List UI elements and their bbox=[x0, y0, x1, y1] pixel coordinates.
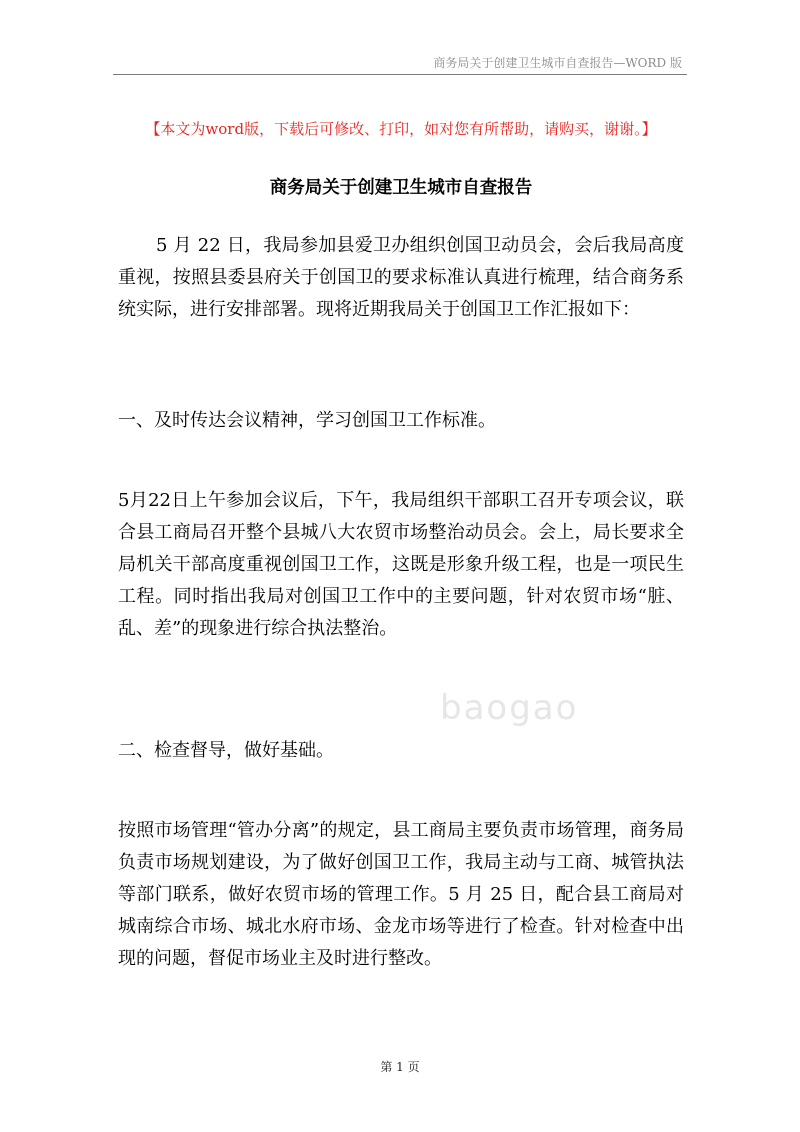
section-2-heading: 二、检查督导，做好基础。 bbox=[118, 740, 334, 761]
header-divider bbox=[113, 74, 687, 75]
page-number: 第 1 页 bbox=[380, 1060, 420, 1074]
watermark: baogao bbox=[440, 688, 579, 728]
section-1-paragraph: 5月22日上午参加会议后，下午，我局组织干部职工召开专项会议，联合县工商局召开整个县城八大农贸市场整治动员会。会上，局长要求全局机关干部高度重视创国卫工作，这既是形象升级工程，也是一项民生工程。同时指出我局对创国卫工作中的主要问题，针对农贸市场“脏、乱、差”的现象进行综合执法整治。 bbox=[118, 490, 684, 639]
document-title: 商务局关于创建卫生城市自查报告 bbox=[269, 178, 533, 198]
intro-paragraph: 5 月 22 日，我局参加县爱卫办组织创国卫动员会，会后我局高度重视，按照县委县府关于创国卫的要求标准认真进行梳理，结合商务系统实际，进行安排部署。现将近期我局关于创国卫工作汇报如下： bbox=[118, 235, 684, 320]
running-header: 商务局关于创建卫生城市自查报告—WORD 版 bbox=[433, 56, 682, 70]
section-2-paragraph: 按照市场管理“管办分离”的规定，县工商局主要负责市场管理，商务局负责市场规划建设，为了做好创国卫工作，我局主动与工商、城管执法等部门联系，做好农贸市场的管理工作。5 月 25 日，配合县工商局对城南综合市场、城北水府市场、金龙市场等进行了检查。针对检查中出现的问题，督促市场业主及时进行整改。 bbox=[118, 820, 684, 969]
section-1-heading: 一、及时传达会议精神，学习创国卫工作标准。 bbox=[118, 410, 496, 431]
download-notice: 【本文为word版，下载后可修改、打印，如对您有所帮助，请购买，谢谢。】 bbox=[145, 120, 657, 138]
